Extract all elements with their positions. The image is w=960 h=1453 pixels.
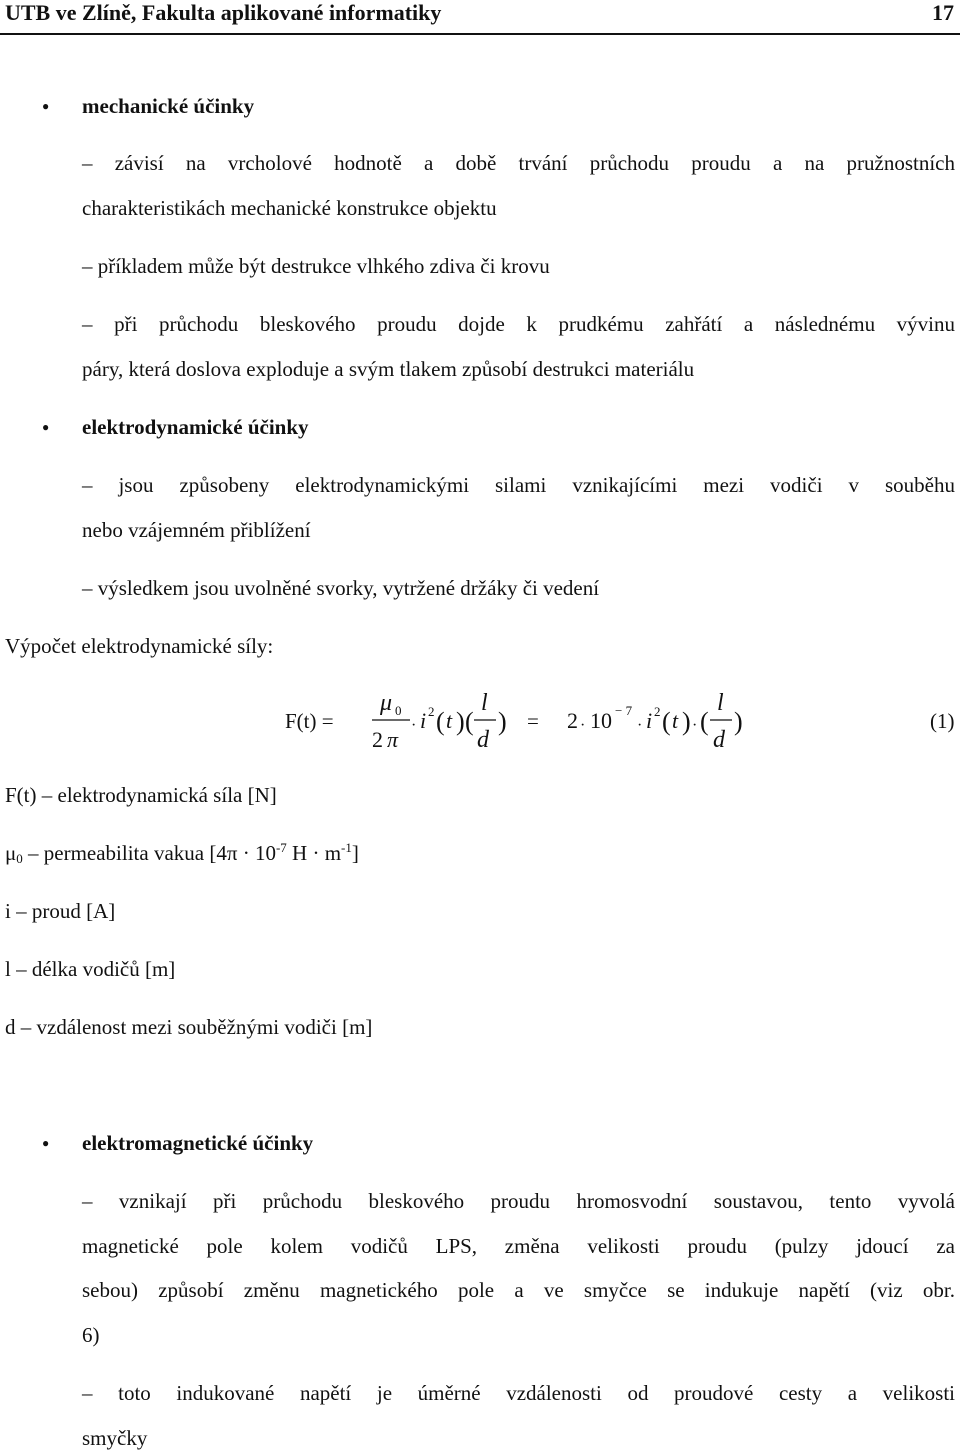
legend-item [5, 840, 359, 866]
equation-paren: ( [436, 707, 445, 736]
paragraph-line: magnetické pole kolem vodičů LPS, změna velikosti proudu (pulzy jdoucí za [82, 1234, 955, 1258]
legend-text: ] [351, 841, 359, 865]
legend-symbol: i [5, 899, 11, 923]
legend-symbol: F(t) [5, 783, 37, 807]
equation-sq: 2 [428, 704, 435, 719]
equation-paren: ) [734, 707, 743, 736]
legend-text: – vzdálenost mezi souběžnými vodiči [m] [15, 1015, 373, 1039]
legend-text: – délka vodičů [m] [10, 957, 176, 981]
equation-d: d [713, 727, 725, 753]
paragraph-line: – závisí na vrcholové hodnotě a době trvání průchodu proudu a na pružnostních [82, 151, 955, 175]
bullet-icon: ● [42, 1136, 50, 1150]
paragraph-line: – příkladem může být destrukce vlhkého zdiva či krovu [82, 254, 550, 278]
paragraph-line: smyčky [82, 1426, 148, 1450]
equation-ten: 10 [590, 708, 612, 733]
equation-mu-sub: 0 [395, 703, 402, 718]
paragraph-line: – toto indukované napětí je úměrné vzdálenosti od proudové cesty a velikosti [82, 1381, 955, 1405]
legend-text: – elektrodynamická síla [N] [36, 783, 277, 807]
page-number: 17 [932, 0, 954, 25]
equation-i: i [420, 708, 427, 733]
equation-pi: π [387, 727, 399, 752]
equation-paren: ) [456, 707, 465, 736]
equation-equals: = [527, 709, 539, 733]
equation-t: t [672, 708, 679, 733]
equation-dot: · [637, 717, 643, 734]
equation-i: i [646, 708, 653, 733]
legend-sub: 0 [16, 851, 23, 866]
equation-two: 2 [372, 727, 383, 752]
equation-l: l [481, 690, 488, 716]
paragraph-line: – vznikají při průchodu bleskového proudu hromosvodní soustavou, tento vyvolá [82, 1189, 955, 1213]
legend-sup: -1 [341, 840, 352, 855]
legend-symbol: d [5, 1015, 16, 1039]
equation-two: 2 [567, 708, 578, 733]
page-header [0, 0, 960, 35]
legend-text: – proud [A] [10, 899, 116, 923]
legend-text: H · m [286, 841, 342, 865]
equation-dot: · [411, 717, 417, 734]
paragraph-line: páry, která doslova exploduje a svým tlakem způsobí destrukci materiálu [82, 357, 695, 381]
legend-item [5, 898, 115, 924]
paragraph-line: 6) [82, 1323, 100, 1347]
equation-mu: μ [380, 690, 393, 716]
paragraph-line: sebou) způsobí změnu magnetického pole a ve smyčce se indukuje napětí (viz obr. [82, 1278, 955, 1302]
equation-sq: 2 [654, 704, 661, 719]
section-heading-mechanical: mechanické účinky [82, 94, 255, 118]
paragraph-line: – jsou způsobeny elektrodynamickými silami vznikajícími mezi vodiči v souběhu [82, 473, 955, 497]
equation-dot: · [580, 717, 586, 734]
bullet-icon: ● [42, 99, 50, 113]
equation-number: (1) [930, 709, 955, 733]
equation-lhs: F(t) = [285, 709, 334, 733]
legend-symbol: l [5, 957, 11, 981]
legend-item [5, 956, 175, 982]
header-title: UTB ve Zlíně, Fakulta aplikované informatiky [5, 0, 442, 25]
section-heading-electrodynamic: elektrodynamické účinky [82, 415, 309, 439]
legend-item [5, 1014, 372, 1040]
equation-exp: − 7 [615, 703, 633, 718]
section-heading-electromagnetic: elektromagnetické účinky [82, 1131, 314, 1155]
legend-text: – permeabilita vakua [4π · 10 [22, 841, 276, 865]
equation-paren: ) [682, 707, 691, 736]
equation-paren: ( [465, 707, 474, 736]
equation-l: l [717, 690, 724, 716]
paragraph-line: – výsledkem jsou uvolněné svorky, vytržené držáky či vedení [82, 576, 600, 600]
calculation-intro: Výpočet elektrodynamické síly: [5, 634, 274, 658]
equation-paren: ( [662, 707, 671, 736]
equation-paren: ) [498, 707, 507, 736]
equation [270, 680, 960, 760]
legend-symbol: μ [5, 841, 17, 865]
legend-sup: -7 [275, 840, 287, 855]
legend-item [5, 782, 277, 808]
equation-paren: ( [700, 707, 709, 736]
paragraph-line: – při průchodu bleskového proudu dojde k prudkému zahřátí a následnému vývinu [82, 312, 955, 336]
equation-d: d [477, 727, 489, 753]
equation-dot: · [692, 717, 698, 734]
paragraph-line: charakteristikách mechanické konstrukce objektu [82, 196, 497, 220]
paragraph-line: nebo vzájemném přiblížení [82, 518, 311, 542]
equation-t: t [446, 708, 453, 733]
bullet-icon: ● [42, 420, 50, 434]
